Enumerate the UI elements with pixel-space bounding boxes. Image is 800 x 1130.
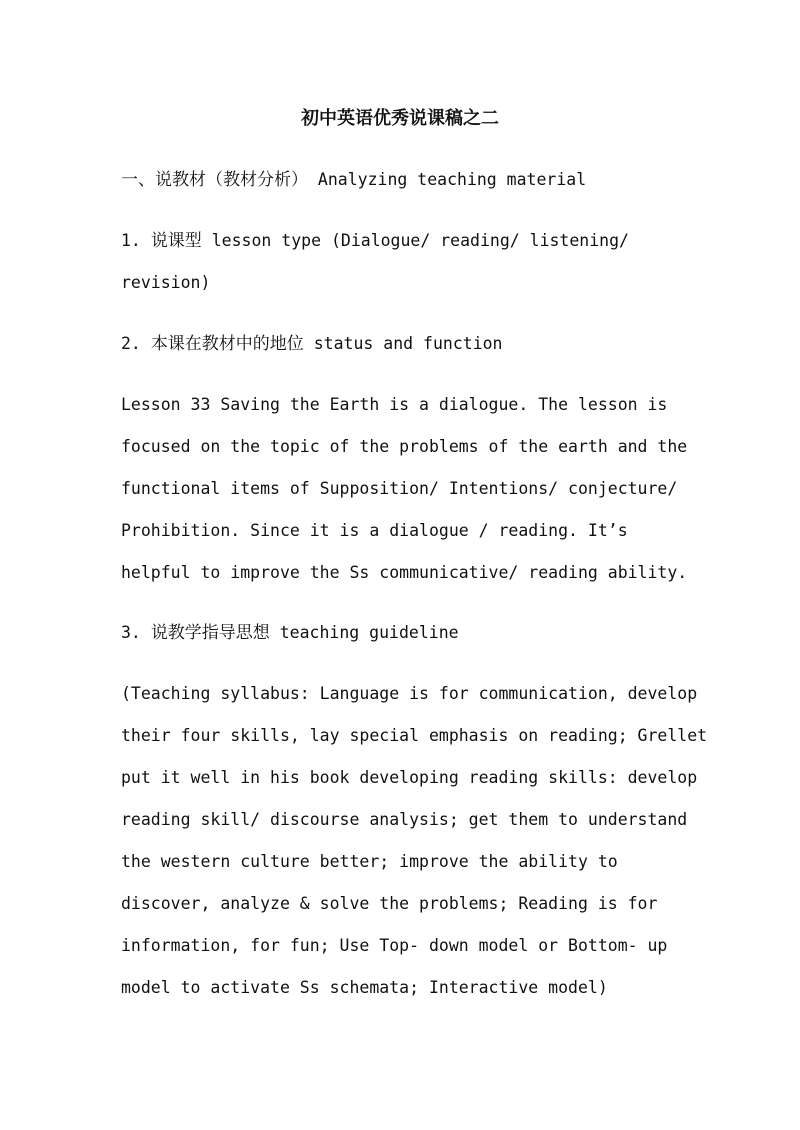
item-3-cn: 说教学指导思想 <box>150 623 270 643</box>
item-1-en: lesson type (Dialogue/ reading/ listening/ <box>201 231 629 250</box>
item-1-line-1 <box>121 227 721 255</box>
paragraph-2-line: model to activate Ss schemata; Interactive model) <box>121 978 608 997</box>
item-1-cn: 说课型 <box>150 231 202 251</box>
paragraph-1-line: Prohibition. Since it is a dialogue / reading. It’s <box>121 521 628 540</box>
paragraph-2-line: information, for fun; Use Top- down model or Bottom- up <box>121 936 668 955</box>
section-heading-en: Analyzing teaching material <box>308 170 587 189</box>
paragraph-1-line: helpful to improve the Ss communicative/ reading ability. <box>121 563 688 582</box>
item-1-number: 1. <box>121 231 151 250</box>
paragraph-2-line: put it well in his book developing reading skills: develop <box>121 768 698 787</box>
item-3-number: 3. <box>121 623 151 642</box>
paragraph-1-line: Lesson 33 Saving the Earth is a dialogue. The lesson is <box>121 395 668 414</box>
section-heading <box>121 166 721 194</box>
item-1-line-2: revision) <box>121 273 211 292</box>
paragraph-1-line: functional items of Supposition/ Intentions/ conjecture/ <box>121 479 678 498</box>
paragraph-1-line: focused on the topic of the problems of the earth and the <box>121 437 688 456</box>
paragraph-2-line: the western culture better; improve the ability to <box>121 852 618 871</box>
item-2-heading <box>121 330 721 358</box>
paragraph-2-line: (Teaching syllabus: Language is for communication, develop <box>121 684 698 703</box>
item-3-heading <box>121 619 721 647</box>
item-2-en: status and function <box>303 334 503 353</box>
item-3-en: teaching guideline <box>269 623 459 642</box>
paragraph-2-line: discover, analyze & solve the problems; Reading is for <box>121 894 658 913</box>
item-2-cn: 本课在教材中的地位 <box>150 334 304 354</box>
document-title: 初中英语优秀说课稿之二 <box>301 108 499 129</box>
paragraph-2-line: reading skill/ discourse analysis; get them to understand <box>121 810 688 829</box>
item-2-number: 2. <box>121 334 151 353</box>
section-heading-cn: 一、说教材（教材分析） <box>121 170 308 190</box>
paragraph-2-line: their four skills, lay special emphasis on reading; Grellet <box>121 726 708 745</box>
